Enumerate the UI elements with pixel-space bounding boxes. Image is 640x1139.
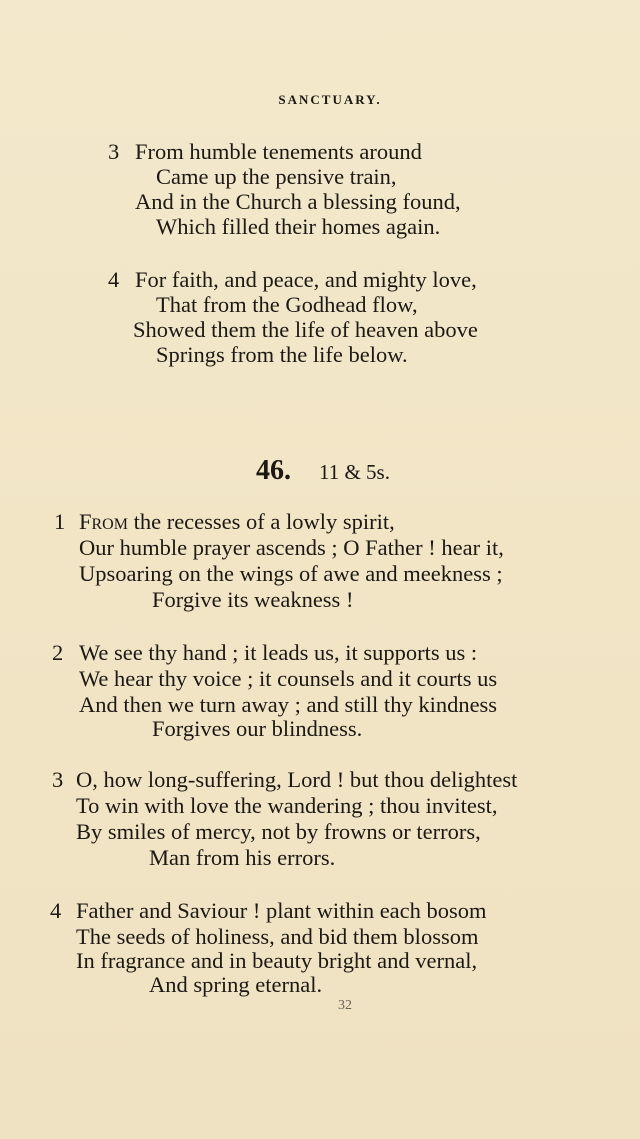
verse-line: O, how long-suffering, Lord ! but thou delightest [76,767,518,792]
verse-line: For faith, and peace, and mighty love, [135,267,477,292]
verse-line: Came up the pensive train, [156,164,397,189]
verse-line: The seeds of holiness, and bid them blossom [76,924,479,949]
verse-line: And then we turn away ; and still thy kindness [79,692,498,717]
verse-line: Upsoaring on the wings of awe and meekness ; [79,561,503,586]
verse-line-rest: the recesses of a lowly spirit, [127,509,395,534]
verse-number: 4 [50,898,62,923]
verse-line: Which filled their homes again. [156,214,441,239]
verse-line: We hear thy voice ; it counsels and it courts us [79,666,498,691]
verse-line: From humble tenements around [135,139,422,164]
verse-line: Springs from the life below. [156,342,408,367]
verse-line: Forgive its weakness ! [152,587,354,612]
hymn-meter: 11 & 5s. [319,460,390,484]
verse-line [79,509,395,535]
verse-line: Man from his errors. [149,845,336,870]
verse-line: That from the Godhead flow, [156,292,418,317]
verse-first-word: From [79,509,128,534]
verse-line: In fragrance and in beauty bright and vernal, [76,948,478,973]
verse-number: 3 [52,767,64,792]
verse-line: Forgives our blindness. [152,716,363,741]
verse-line: Showed them the life of heaven above [133,317,478,342]
page-number: 32 [338,998,352,1013]
verse-number: 1 [54,509,66,534]
verse-line: By smiles of mercy, not by frowns or terrors, [76,819,481,844]
verse-line: And in the Church a blessing found, [135,189,461,214]
verse-number: 3 [108,139,120,164]
verse-number: 4 [108,267,120,292]
verse-line: And spring eternal. [149,972,323,997]
verse-line: We see thy hand ; it leads us, it supports us : [79,640,478,665]
verse-line: Our humble prayer ascends ; O Father ! hear it, [79,535,504,560]
verse-number: 2 [52,640,64,665]
verse-line: Father and Saviour ! plant within each bosom [76,898,487,923]
hymn-heading [256,455,390,487]
running-header: SANCTUARY. [278,92,382,107]
hymn-number: 46. [256,455,291,486]
verse-line: To win with love the wandering ; thou invitest, [76,793,498,818]
